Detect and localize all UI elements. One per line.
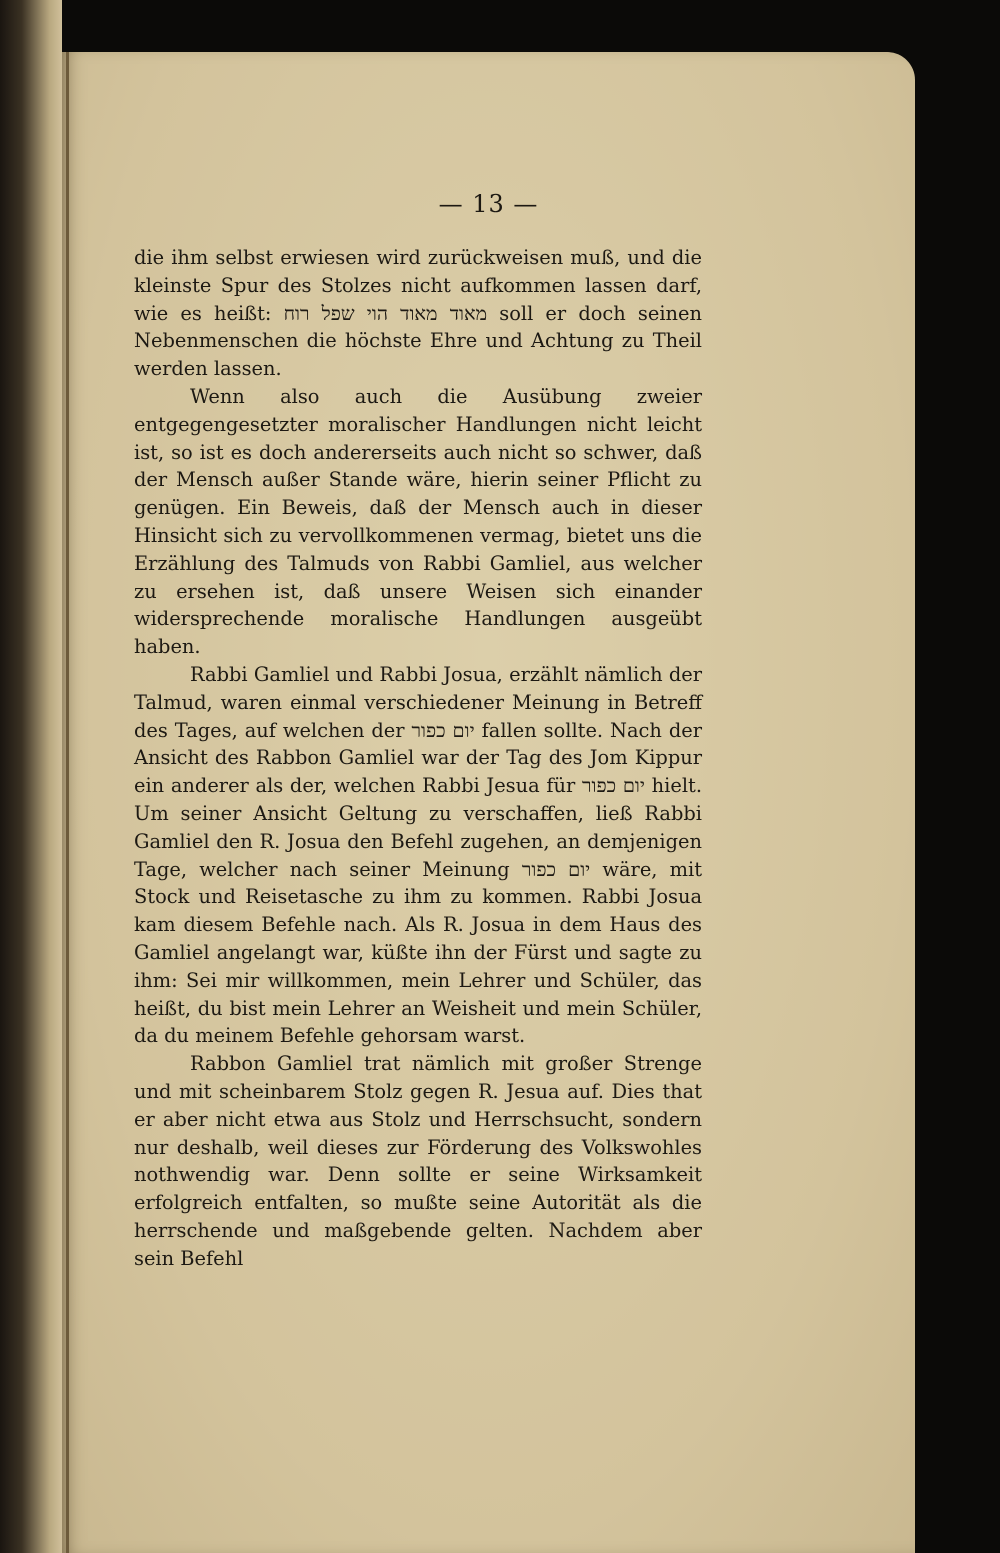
body-text bbox=[134, 244, 702, 1272]
paragraph-2: Wenn also auch die Ausübung zweier entgegengesetzter moralischer Handlungen nicht leicht ist, so ist es doch andererseits auch nicht so schwer, daß der Mensch außer Stande wäre, hierin seiner Pflicht zu genügen. Ein Beweis, daß der Mensch auch in dieser Hinsicht sich zu vervollkommenen vermag, bietet uns die Erzählung des Talmuds von Rabbi Gamliel, aus welcher zu ersehen ist, daß unsere Weisen sich einander widersprechende moralische Handlungen ausgeübt haben. bbox=[134, 384, 702, 659]
paragraph-3: Rabbi Gamliel und Rabbi Josua, erzählt nämlich der Talmud, waren einmal verschiedener Meinung in Betreff des Tages, auf welchen der יום כפור fallen sollte. Nach der Ansicht des Rabbon Gamliel war der Tag des Jom Kippur ein anderer als der, welchen Rabbi Jesua für יום כפור hielt. Um seiner Ansicht Geltung zu verschaffen, ließ Rabbi Gamliel den R. Josua den Befehl zugehen, an demjenigen Tage, welcher nach seiner Meinung יום כפור wäre, mit Stock und Reisetasche zu ihm zu kommen. Rabbi Josua kam diesem Befehle nach. Als R. Josua in dem Haus des Gamliel angelangt war, küßte ihn der Fürst und sagte zu ihm: Sei mir willkommen, mein Lehrer und Schüler, das heißt, du bist mein Lehrer an Weisheit und mein Schüler, da du meinem Befehle gehorsam warst. bbox=[134, 662, 702, 1048]
paragraph-1: die ihm selbst erwiesen wird zurückweisen muß, und die kleinste Spur des Stolzes nicht aufkommen lassen darf, wie es heißt: מאוד מאוד הוי שפל רוח soll er doch seinen Nebenmenschen die höchste Ehre und Achtung zu Theil werden lassen. bbox=[134, 246, 702, 381]
book-page bbox=[62, 52, 915, 1553]
paragraph-4: Rabbon Gamliel trat nämlich mit großer Strenge und mit scheinbarem Stolz gegen R. Jesua auf. Dies that er aber nicht etwa aus Stolz und Herrschsucht, sondern nur deshalb, weil dieses zur Förderung des Volkswohles nothwendig war. Denn sollte er seine Wirksamkeit erfolgreich entfalten, so mußte seine Autorität als die herrschende und maßgebende gelten. Nachdem aber sein Befehl bbox=[134, 1052, 702, 1270]
book-spine-shadow bbox=[0, 0, 62, 1553]
page-number: — 13 — bbox=[438, 190, 539, 218]
page-edge-line bbox=[66, 52, 69, 1553]
